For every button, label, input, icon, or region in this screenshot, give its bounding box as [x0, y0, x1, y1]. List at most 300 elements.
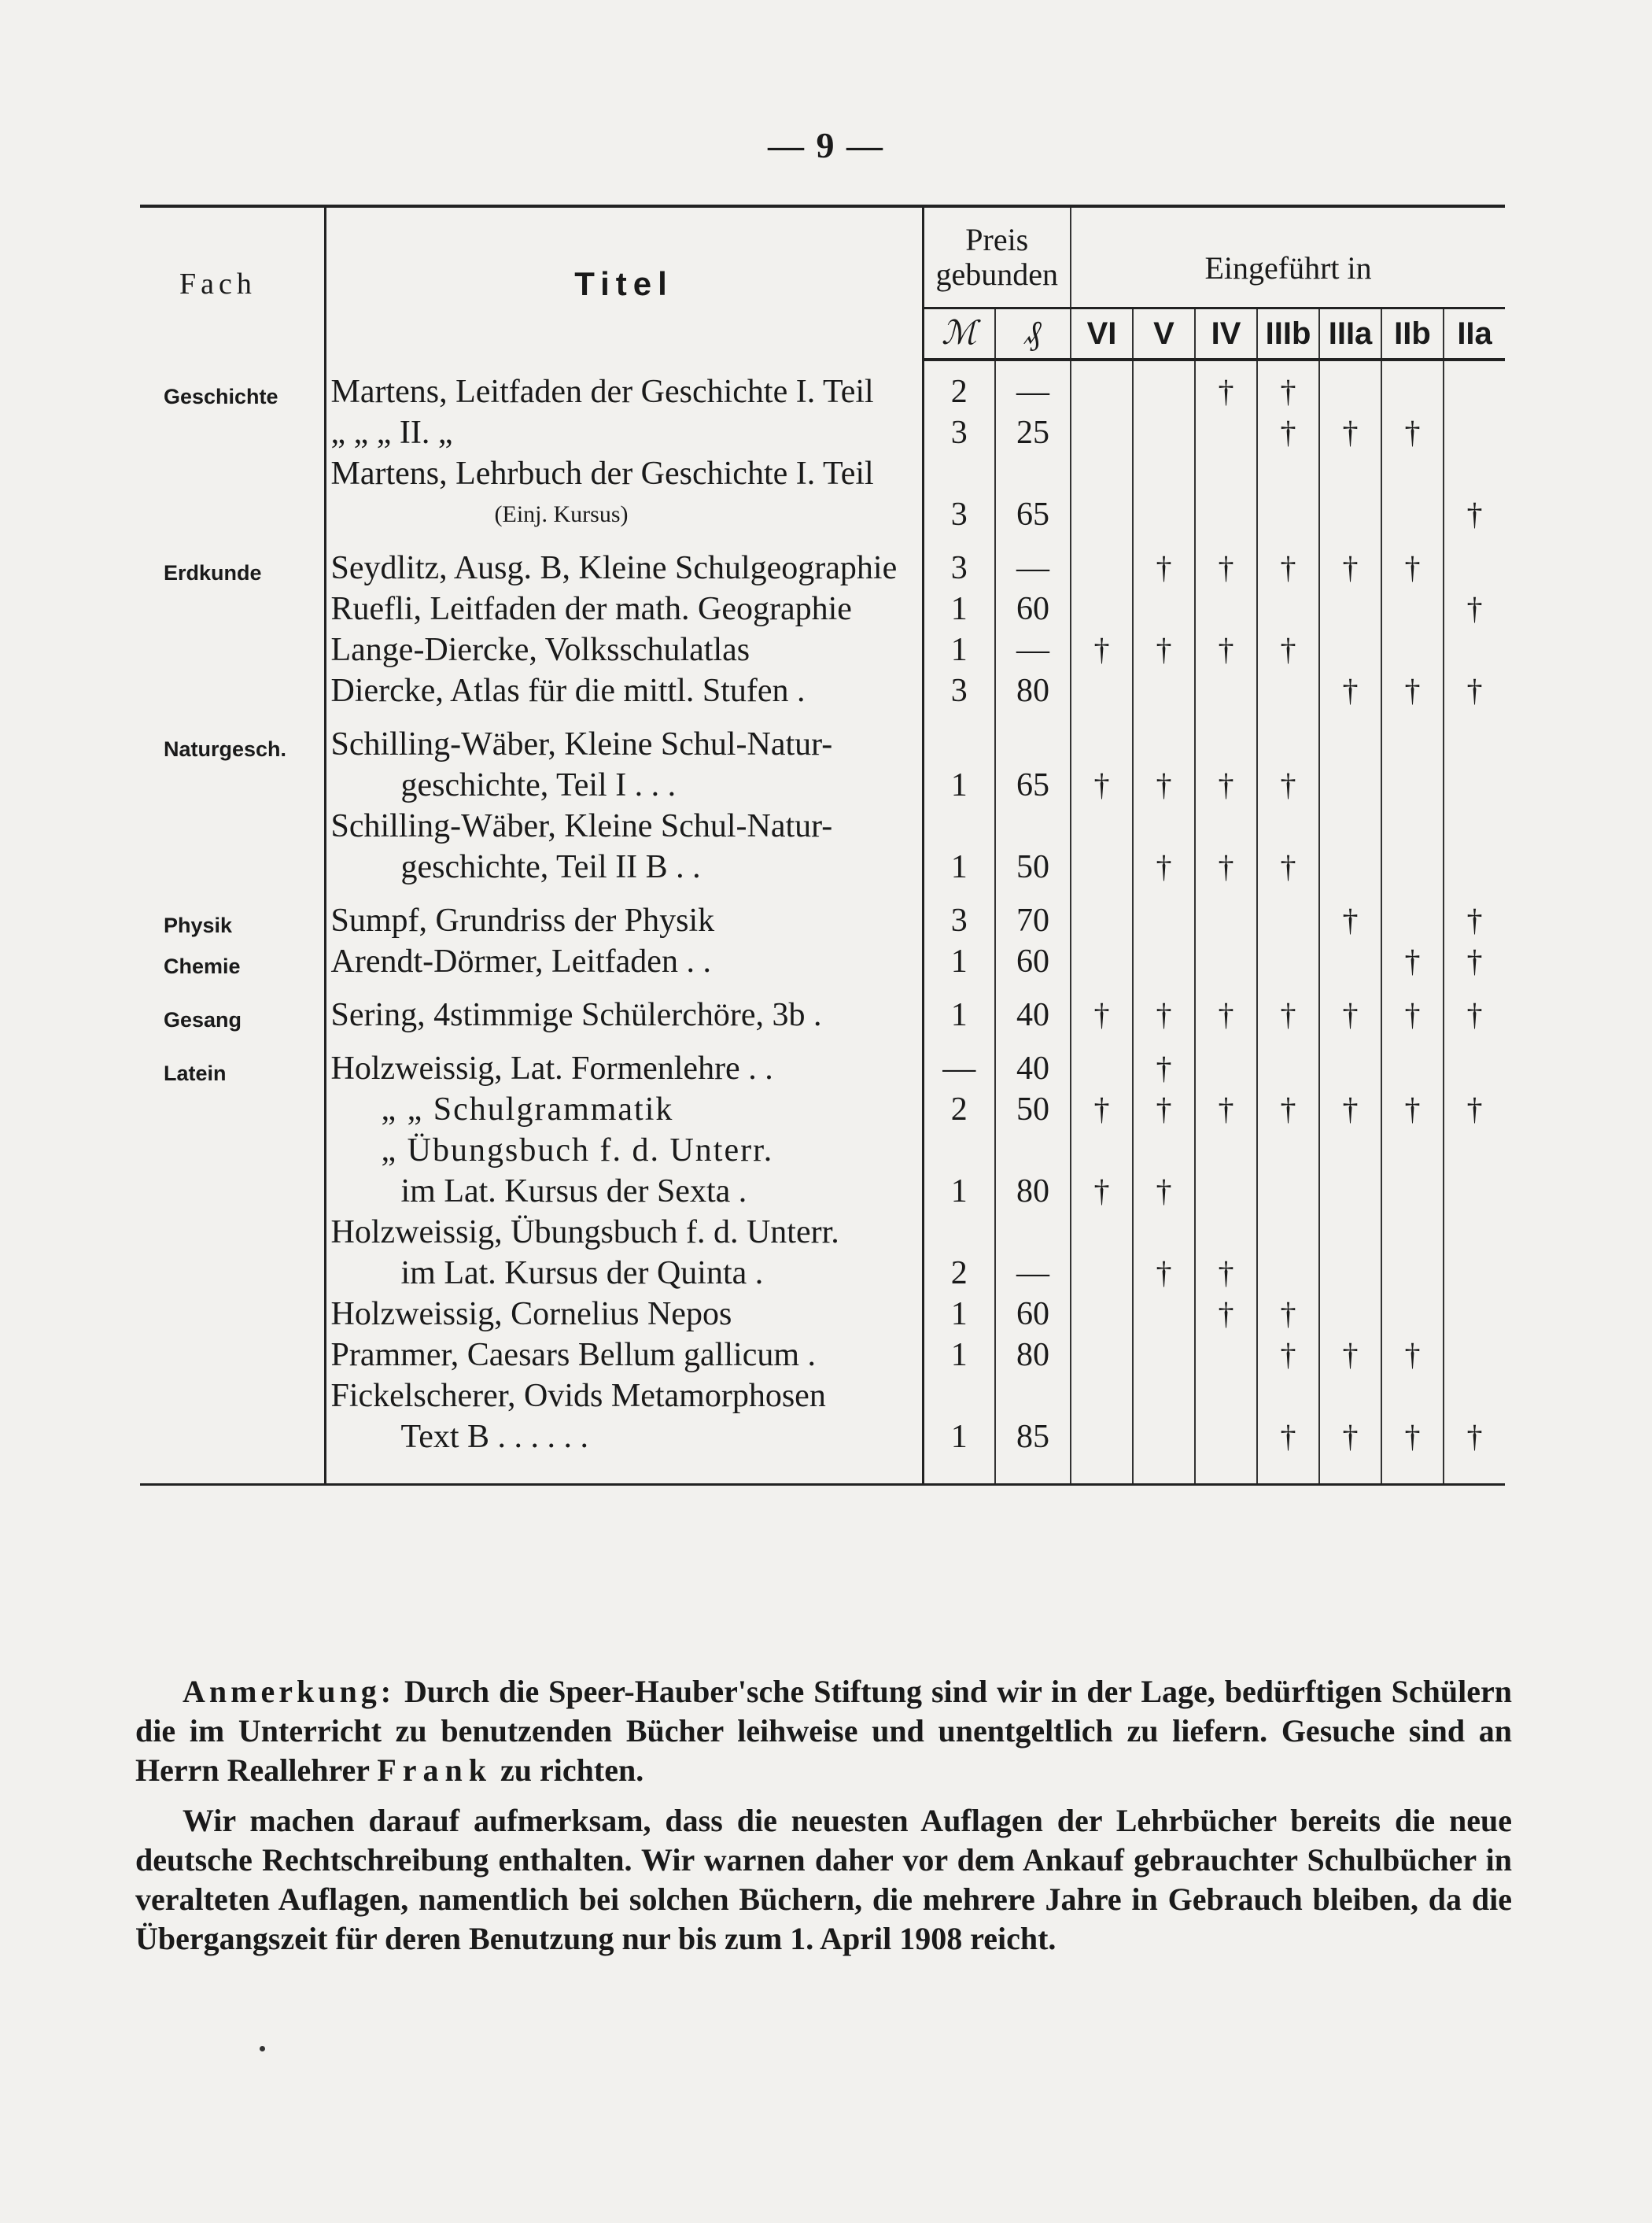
mark-cell — [1444, 1214, 1505, 1255]
mark-cell: † — [1381, 550, 1444, 591]
mark-cell: † — [1257, 550, 1319, 591]
textbook-table — [140, 205, 1505, 1486]
mark-cell — [1257, 903, 1319, 943]
spacer-cell — [140, 984, 325, 997]
mark-cell: † — [1466, 997, 1483, 1032]
mark-cell — [1257, 726, 1319, 767]
spacer-cell — [1195, 360, 1257, 374]
titel-cell: (Einj. Kursus) — [325, 497, 923, 537]
table-row — [140, 1255, 1505, 1296]
header-preis — [923, 206, 1071, 308]
mark-cell — [1319, 456, 1381, 497]
fach-cell — [140, 632, 325, 673]
mark-cell — [1195, 903, 1257, 943]
preis-mark-cell: 3 — [923, 903, 995, 943]
preis-pf-cell — [995, 726, 1071, 767]
mark-cell: † — [1319, 1337, 1381, 1378]
mark-cell: † — [1466, 943, 1483, 979]
mark-cell — [1195, 943, 1257, 984]
mark-cell: † — [1466, 1419, 1483, 1454]
preis-mark-cell: 3 — [923, 415, 995, 456]
fach-cell — [140, 1132, 325, 1173]
mark-cell — [1133, 726, 1195, 767]
preis-mark-cell: 1 — [923, 849, 995, 890]
preis-mark-cell: 3 — [923, 673, 995, 714]
mark-cell — [1257, 1051, 1319, 1091]
spacer-cell — [1319, 984, 1381, 997]
fach-cell — [140, 1173, 325, 1214]
titel-cell: Holzweissig, Übungsbuch f. d. Unterr. — [325, 1214, 923, 1255]
spacer-cell — [140, 1038, 325, 1051]
mark-cell: † — [1257, 415, 1319, 456]
titel-cell: Prammer, Caesars Bellum gallicum . — [325, 1337, 923, 1378]
fach-geschichte: Geschichte — [140, 374, 325, 415]
preis-pf-cell — [995, 1132, 1071, 1173]
spacer-cell — [325, 360, 923, 374]
mark-cell — [1319, 1255, 1381, 1296]
table-row — [140, 1091, 1505, 1132]
spacer-cell — [923, 890, 995, 903]
mark-cell — [1319, 767, 1381, 808]
mark-cell — [1071, 374, 1133, 415]
mark-cell: † — [1466, 1091, 1483, 1127]
mark-cell: † — [1195, 550, 1257, 591]
mark-cell: † — [1195, 849, 1257, 890]
preis-pf-cell: 80 — [995, 1173, 1071, 1214]
titel-cell: im Lat. Kursus der Quinta . — [325, 1255, 923, 1296]
preis-mark-cell — [923, 1132, 995, 1173]
mark-cell — [1319, 808, 1381, 849]
spacer-cell — [1381, 890, 1444, 903]
fach-cell — [140, 849, 325, 890]
preis-pf-cell — [995, 456, 1071, 497]
preis-mark-cell: 1 — [923, 591, 995, 632]
bottom-cell — [923, 1460, 995, 1485]
preis-pf-cell: 65 — [995, 767, 1071, 808]
mark-cell — [1381, 374, 1444, 415]
mark-cell — [1133, 903, 1195, 943]
mark-cell — [1444, 415, 1505, 456]
mark-cell — [1319, 726, 1381, 767]
mark-cell: † — [1319, 415, 1381, 456]
mark-cell — [1444, 1337, 1505, 1378]
mark-cell — [1257, 943, 1319, 984]
table-row — [140, 1419, 1505, 1460]
mark-cell: † — [1381, 943, 1444, 984]
table-row — [140, 726, 1505, 767]
preis-mark-cell: 1 — [923, 943, 995, 984]
mark-cell — [1444, 1132, 1505, 1173]
fach-erdkunde: Erdkunde — [140, 550, 325, 591]
table-row — [140, 1337, 1505, 1378]
mark-cell: † — [1195, 374, 1257, 415]
preis-pf-cell — [995, 1378, 1071, 1419]
mark-cell — [1444, 808, 1505, 849]
fach-cell — [140, 415, 325, 456]
spacer-cell — [1071, 984, 1133, 997]
mark-cell — [1319, 374, 1381, 415]
titel-cell: „ „ „ II. „ — [325, 415, 923, 456]
preis-pf-cell: 40 — [995, 1051, 1071, 1091]
mark-cell — [1133, 1337, 1195, 1378]
mark-cell — [1195, 1214, 1257, 1255]
mark-cell — [1381, 456, 1444, 497]
mark-cell — [1444, 456, 1505, 497]
titel-cell: „ „ Schulgrammatik — [325, 1091, 923, 1132]
mark-cell: † — [1381, 673, 1444, 714]
table-body — [140, 360, 1505, 1485]
mark-cell: † — [1133, 1091, 1195, 1132]
mark-cell: † — [1381, 1337, 1444, 1378]
mark-cell: † — [1133, 1255, 1195, 1296]
spacer-cell — [1071, 714, 1133, 726]
titel-cell: geschichte, Teil I . . . — [325, 767, 923, 808]
table-row — [140, 1173, 1505, 1214]
mark-cell: † — [1071, 767, 1133, 808]
mark-cell: † — [1257, 1091, 1319, 1132]
mark-cell: † — [1319, 550, 1381, 591]
fach-cell — [140, 1091, 325, 1132]
mark-cell — [1133, 591, 1195, 632]
mark-cell — [1133, 374, 1195, 415]
mark-cell — [1381, 632, 1444, 673]
spacer-cell — [325, 714, 923, 726]
header-class-vi: VI — [1071, 308, 1133, 360]
mark-cell: † — [1195, 767, 1257, 808]
fach-cell — [140, 1378, 325, 1419]
spacer-cell — [140, 714, 325, 726]
mark-cell — [1195, 591, 1257, 632]
bottom-cell — [1381, 1460, 1444, 1485]
table-row — [140, 943, 1505, 984]
table-row — [140, 456, 1505, 497]
spacer-row — [140, 890, 1505, 903]
fach-cell — [140, 456, 325, 497]
header-titel: Titel — [325, 206, 923, 360]
spacer-cell — [1444, 1038, 1505, 1051]
mark-cell — [1195, 673, 1257, 714]
fach-latein: Latein — [140, 1051, 325, 1091]
preis-pf-cell: 60 — [995, 1296, 1071, 1337]
mark-cell: † — [1195, 1296, 1257, 1337]
mark-cell: † — [1071, 997, 1133, 1038]
spacer-cell — [995, 984, 1071, 997]
mark-cell: † — [1133, 550, 1195, 591]
mark-cell: † — [1319, 903, 1381, 943]
titel-cell: Seydlitz, Ausg. B, Kleine Schulgeographie — [325, 550, 923, 591]
spacer-cell — [923, 984, 995, 997]
mark-cell — [1071, 903, 1133, 943]
fach-cell — [140, 1255, 325, 1296]
mark-cell: † — [1257, 849, 1319, 890]
fach-chemie: Chemie — [140, 943, 325, 984]
spacer-cell — [923, 537, 995, 550]
table-row — [140, 1051, 1505, 1091]
bottom-cell — [140, 1460, 325, 1485]
mark-cell — [1071, 1214, 1133, 1255]
spacer-cell — [995, 360, 1071, 374]
bottom-row — [140, 1460, 1505, 1485]
mark-cell — [1381, 726, 1444, 767]
mark-cell — [1319, 632, 1381, 673]
spacer-cell — [1319, 537, 1381, 550]
mark-cell — [1444, 632, 1505, 673]
mark-cell — [1319, 1132, 1381, 1173]
preis-mark-cell: — — [923, 1051, 995, 1091]
preis-mark-cell: 1 — [923, 997, 995, 1038]
preis-pf-cell: — — [995, 374, 1071, 415]
mark-cell — [1195, 1132, 1257, 1173]
mark-cell — [1257, 673, 1319, 714]
spacer-cell — [1319, 1038, 1381, 1051]
bottom-cell — [1319, 1460, 1381, 1485]
fach-cell — [140, 673, 325, 714]
spacer-cell — [1133, 984, 1195, 997]
spacer-cell — [1381, 537, 1444, 550]
mark-cell: † — [1257, 1296, 1319, 1337]
mark-cell — [1133, 943, 1195, 984]
mark-cell — [1444, 767, 1505, 808]
titel-cell: Martens, Leitfaden der Geschichte I. Teil — [325, 374, 923, 415]
spacer-cell — [1444, 890, 1505, 903]
mark-cell: † — [1319, 1419, 1381, 1460]
mark-cell: † — [1195, 1255, 1257, 1296]
preis-pf-cell: 70 — [995, 903, 1071, 943]
mark-cell: † — [1257, 997, 1319, 1038]
preis-mark-cell — [923, 726, 995, 767]
preis-pf-cell: — — [995, 1255, 1071, 1296]
spacer-cell — [140, 537, 325, 550]
spacer-cell — [995, 1038, 1071, 1051]
titel-cell: Text B . . . . . . — [325, 1419, 923, 1460]
spacer-cell — [1444, 537, 1505, 550]
mark-cell: † — [1257, 1337, 1319, 1378]
spacer-cell — [140, 890, 325, 903]
titel-cell: Sumpf, Grundriss der Physik — [325, 903, 923, 943]
preis-mark-cell: 2 — [923, 374, 995, 415]
preis-pf-cell: 80 — [995, 1337, 1071, 1378]
mark-cell — [1319, 1173, 1381, 1214]
titel-cell: Lange-Diercke, Volksschulatlas — [325, 632, 923, 673]
spacer-cell — [1195, 890, 1257, 903]
mark-cell — [1071, 943, 1133, 984]
spacer-cell — [1381, 360, 1444, 374]
mark-cell — [1381, 1051, 1444, 1091]
table-row — [140, 808, 1505, 849]
mark-cell — [1381, 1173, 1444, 1214]
mark-cell: † — [1319, 997, 1381, 1038]
mark-cell: † — [1319, 673, 1381, 714]
spacer-cell — [995, 714, 1071, 726]
table-row — [140, 632, 1505, 673]
mark-cell — [1444, 374, 1505, 415]
spacer-cell — [1133, 360, 1195, 374]
mark-cell — [1071, 849, 1133, 890]
mark-cell — [1444, 550, 1505, 591]
mark-cell — [1319, 1378, 1381, 1419]
mark-cell — [1319, 497, 1381, 537]
mark-cell: † — [1257, 1419, 1319, 1460]
preis-pf-cell: 40 — [995, 997, 1071, 1038]
mark-cell — [1071, 1132, 1133, 1173]
titel-cell: Schilling-Wäber, Kleine Schul-Natur- — [325, 808, 923, 849]
mark-cell — [1195, 1173, 1257, 1214]
mark-cell — [1381, 1378, 1444, 1419]
spacer-cell — [1257, 984, 1319, 997]
mark-cell — [1257, 591, 1319, 632]
mark-cell — [1071, 415, 1133, 456]
fach-cell — [140, 767, 325, 808]
bottom-cell — [995, 1460, 1071, 1485]
mark-cell — [1071, 1419, 1133, 1460]
mark-cell — [1381, 1132, 1444, 1173]
spacer-row — [140, 714, 1505, 726]
preis-mark-cell — [923, 808, 995, 849]
mark-cell — [1444, 1051, 1505, 1091]
mark-cell — [1257, 1255, 1319, 1296]
mark-cell: † — [1466, 903, 1483, 938]
mark-cell — [1257, 456, 1319, 497]
spacer-row — [140, 984, 1505, 997]
mark-cell — [1319, 591, 1381, 632]
mark-cell — [1381, 1255, 1444, 1296]
mark-cell: † — [1133, 1051, 1195, 1091]
anmerkung-label: Anmerkung: — [183, 1674, 396, 1709]
titel-cell: im Lat. Kursus der Sexta . — [325, 1173, 923, 1214]
bottom-cell — [1444, 1460, 1505, 1485]
spacer-cell — [1071, 360, 1133, 374]
spacer-cell — [1071, 890, 1133, 903]
preis-pf-cell: 80 — [995, 673, 1071, 714]
titel-cell: Ruefli, Leitfaden der math. Geographie — [325, 591, 923, 632]
mark-cell — [1319, 1051, 1381, 1091]
mark-cell: † — [1195, 997, 1257, 1038]
mark-cell: † — [1257, 632, 1319, 673]
mark-cell: † — [1381, 1419, 1444, 1460]
mark-cell — [1071, 456, 1133, 497]
fach-cell — [140, 808, 325, 849]
mark-cell: † — [1071, 632, 1133, 673]
preis-mark-cell — [923, 456, 995, 497]
titel-cell: Martens, Lehrbuch der Geschichte I. Teil — [325, 456, 923, 497]
table-row — [140, 903, 1505, 943]
mark-cell — [1195, 1378, 1257, 1419]
mark-cell: † — [1381, 997, 1444, 1038]
anmerkung-text-2: zu richten. — [500, 1752, 644, 1788]
mark-cell — [1257, 1214, 1319, 1255]
mark-cell — [1257, 1132, 1319, 1173]
mark-cell — [1071, 497, 1133, 537]
table-row — [140, 997, 1505, 1038]
titel-cell: Holzweissig, Lat. Formenlehre . . — [325, 1051, 923, 1091]
mark-cell — [1133, 1296, 1195, 1337]
mark-cell — [1071, 1337, 1133, 1378]
preis-mark-cell: 1 — [923, 767, 995, 808]
preis-pf-cell: 25 — [995, 415, 1071, 456]
preis-pf-cell: 50 — [995, 849, 1071, 890]
spacer-cell — [1257, 537, 1319, 550]
header-class-iia: IIa — [1444, 308, 1505, 360]
spacer-cell — [1257, 1038, 1319, 1051]
preis-mark-cell: 2 — [923, 1091, 995, 1132]
table-row — [140, 591, 1505, 632]
mark-cell — [1381, 808, 1444, 849]
preis-mark-cell: 1 — [923, 1419, 995, 1460]
header-class-iiib: IIIb — [1257, 308, 1319, 360]
spacer-row — [140, 537, 1505, 550]
titel-cell: geschichte, Teil II B . . — [325, 849, 923, 890]
mark-cell — [1257, 497, 1319, 537]
mark-cell: † — [1195, 1091, 1257, 1132]
fach-naturgesch: Naturgesch. — [140, 726, 325, 767]
fach-cell — [140, 591, 325, 632]
mark-cell — [1071, 1255, 1133, 1296]
spacer-cell — [995, 537, 1071, 550]
spacer-cell — [1071, 1038, 1133, 1051]
preis-mark-cell: 1 — [923, 1173, 995, 1214]
mark-cell: † — [1466, 673, 1483, 708]
preis-pf-cell: 50 — [995, 1091, 1071, 1132]
header-unit-pf: ₰ — [995, 308, 1071, 360]
spacer-cell — [1257, 360, 1319, 374]
preis-mark-cell — [923, 1214, 995, 1255]
spacer-cell — [1133, 890, 1195, 903]
mark-cell — [1195, 808, 1257, 849]
mark-cell — [1381, 591, 1444, 632]
table-row — [140, 497, 1505, 537]
spacer-cell — [1444, 984, 1505, 997]
spacer-cell — [1444, 714, 1505, 726]
mark-cell — [1195, 1337, 1257, 1378]
preis-pf-cell: 65 — [995, 497, 1071, 537]
mark-cell — [1071, 726, 1133, 767]
mark-cell: † — [1257, 374, 1319, 415]
spacer-cell — [325, 890, 923, 903]
fach-cell — [140, 1296, 325, 1337]
fach-cell — [140, 1214, 325, 1255]
preis-pf-cell — [995, 1214, 1071, 1255]
header-preis-line2: gebunden — [935, 257, 1059, 292]
bottom-cell — [1195, 1460, 1257, 1485]
header-class-iiia: IIIa — [1319, 308, 1381, 360]
mark-cell: † — [1319, 1091, 1381, 1132]
spacer-cell — [1381, 984, 1444, 997]
spacer-cell — [325, 984, 923, 997]
mark-cell — [1133, 1419, 1195, 1460]
mark-cell — [1133, 1378, 1195, 1419]
preis-pf-cell: 60 — [995, 943, 1071, 984]
titel-cell: Arendt-Dörmer, Leitfaden . . — [325, 943, 923, 984]
preis-pf-cell: — — [995, 550, 1071, 591]
spacer-cell — [995, 890, 1071, 903]
spacer-row — [140, 360, 1505, 374]
preis-mark-cell: 1 — [923, 632, 995, 673]
mark-cell — [1319, 849, 1381, 890]
mark-cell — [1257, 808, 1319, 849]
mark-cell — [1195, 497, 1257, 537]
mark-cell — [1444, 1296, 1505, 1337]
spacer-cell — [140, 360, 325, 374]
mark-cell — [1444, 1255, 1505, 1296]
mark-cell — [1319, 1214, 1381, 1255]
preis-pf-cell: — — [995, 632, 1071, 673]
spacer-cell — [325, 1038, 923, 1051]
hinweis-paragraph: Wir machen darauf aufmerksam, dass die neuesten Auflagen der Lehrbücher bereits die neue deutsche Rechtschreibung enthalten. Wir warnen daher vor dem Ankauf gebrauchter Schulbücher in veralteten Auflagen, namentlich bei solchen Büchern, die mehrere Jahre in Gebrauch bleiben, da die Übergangszeit für deren Benutzung nur bis zum 1. April 1908 reicht. — [135, 1803, 1512, 1956]
header-class-iib: IIb — [1381, 308, 1444, 360]
preis-mark-cell: 1 — [923, 1296, 995, 1337]
mark-cell — [1444, 726, 1505, 767]
mark-cell — [1195, 726, 1257, 767]
